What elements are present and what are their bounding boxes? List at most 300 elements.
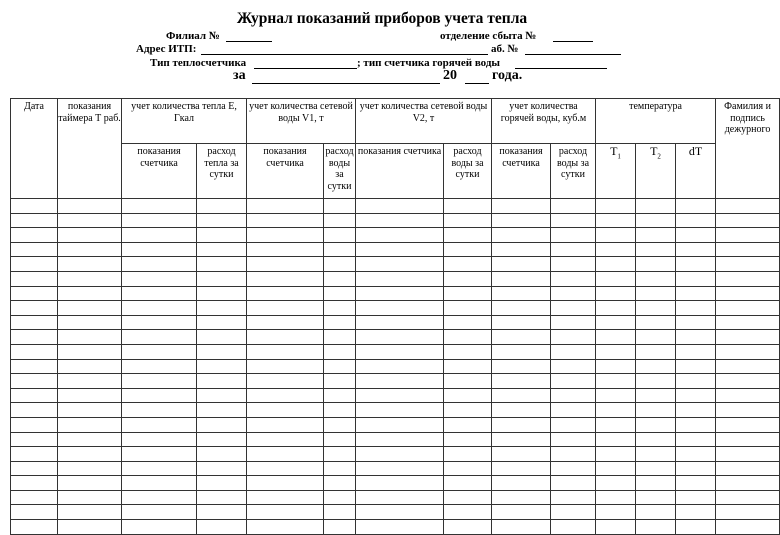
table-cell[interactable]	[247, 359, 324, 374]
table-cell[interactable]	[58, 490, 122, 505]
table-cell[interactable]	[247, 301, 324, 316]
table-cell[interactable]	[247, 447, 324, 462]
table-cell[interactable]	[636, 213, 676, 228]
table-cell[interactable]	[676, 520, 716, 535]
table-cell[interactable]	[676, 388, 716, 403]
table-cell[interactable]	[356, 330, 444, 345]
table-cell[interactable]	[58, 505, 122, 520]
adres-blank[interactable]	[201, 43, 488, 55]
table-cell[interactable]	[551, 520, 596, 535]
table-cell[interactable]	[197, 374, 247, 389]
table-cell[interactable]	[58, 520, 122, 535]
table-cell[interactable]	[324, 301, 356, 316]
table-cell[interactable]	[324, 374, 356, 389]
table-cell[interactable]	[197, 417, 247, 432]
table-cell[interactable]	[596, 476, 636, 491]
table-cell[interactable]	[551, 505, 596, 520]
table-cell[interactable]	[356, 242, 444, 257]
table-cell[interactable]	[596, 286, 636, 301]
table-cell[interactable]	[11, 315, 58, 330]
table-cell[interactable]	[247, 271, 324, 286]
table-cell[interactable]	[11, 344, 58, 359]
table-cell[interactable]	[596, 520, 636, 535]
table-cell[interactable]	[11, 330, 58, 345]
table-cell[interactable]	[551, 476, 596, 491]
table-cell[interactable]	[197, 520, 247, 535]
table-cell[interactable]	[444, 374, 492, 389]
table-cell[interactable]	[636, 242, 676, 257]
table-cell[interactable]	[551, 315, 596, 330]
table-cell[interactable]	[58, 315, 122, 330]
table-cell[interactable]	[596, 490, 636, 505]
table-cell[interactable]	[197, 301, 247, 316]
table-cell[interactable]	[122, 388, 197, 403]
table-cell[interactable]	[676, 432, 716, 447]
table-cell[interactable]	[122, 447, 197, 462]
table-cell[interactable]	[551, 286, 596, 301]
table-cell[interactable]	[324, 447, 356, 462]
table-cell[interactable]	[444, 359, 492, 374]
table-cell[interactable]	[247, 374, 324, 389]
table-cell[interactable]	[11, 520, 58, 535]
table-cell[interactable]	[324, 461, 356, 476]
table-cell[interactable]	[492, 213, 551, 228]
table-cell[interactable]	[324, 403, 356, 418]
table-cell[interactable]	[122, 417, 197, 432]
table-cell[interactable]	[492, 432, 551, 447]
table-cell[interactable]	[676, 490, 716, 505]
table-cell[interactable]	[636, 315, 676, 330]
table-cell[interactable]	[636, 520, 676, 535]
table-cell[interactable]	[444, 228, 492, 243]
table-cell[interactable]	[11, 403, 58, 418]
table-cell[interactable]	[676, 359, 716, 374]
table-cell[interactable]	[492, 417, 551, 432]
table-cell[interactable]	[444, 199, 492, 214]
table-cell[interactable]	[11, 199, 58, 214]
table-cell[interactable]	[58, 199, 122, 214]
table-cell[interactable]	[58, 271, 122, 286]
table-cell[interactable]	[11, 374, 58, 389]
table-cell[interactable]	[596, 403, 636, 418]
table-cell[interactable]	[716, 330, 780, 345]
table-cell[interactable]	[492, 520, 551, 535]
table-cell[interactable]	[444, 520, 492, 535]
table-cell[interactable]	[444, 257, 492, 272]
table-cell[interactable]	[596, 213, 636, 228]
table-cell[interactable]	[356, 490, 444, 505]
table-cell[interactable]	[551, 330, 596, 345]
table-cell[interactable]	[551, 213, 596, 228]
year-blank[interactable]	[465, 70, 489, 84]
table-cell[interactable]	[551, 374, 596, 389]
table-cell[interactable]	[58, 388, 122, 403]
table-cell[interactable]	[122, 374, 197, 389]
table-cell[interactable]	[324, 199, 356, 214]
table-cell[interactable]	[247, 213, 324, 228]
table-cell[interactable]	[356, 447, 444, 462]
table-cell[interactable]	[247, 199, 324, 214]
table-cell[interactable]	[197, 476, 247, 491]
table-cell[interactable]	[356, 199, 444, 214]
table-cell[interactable]	[122, 344, 197, 359]
table-cell[interactable]	[676, 257, 716, 272]
table-cell[interactable]	[676, 228, 716, 243]
table-cell[interactable]	[596, 374, 636, 389]
table-cell[interactable]	[551, 271, 596, 286]
table-cell[interactable]	[122, 490, 197, 505]
table-cell[interactable]	[676, 330, 716, 345]
table-cell[interactable]	[58, 213, 122, 228]
table-cell[interactable]	[444, 490, 492, 505]
table-cell[interactable]	[444, 432, 492, 447]
table-cell[interactable]	[492, 257, 551, 272]
table-cell[interactable]	[492, 315, 551, 330]
table-cell[interactable]	[636, 286, 676, 301]
table-cell[interactable]	[356, 228, 444, 243]
table-cell[interactable]	[716, 286, 780, 301]
table-cell[interactable]	[716, 199, 780, 214]
table-cell[interactable]	[444, 403, 492, 418]
table-cell[interactable]	[324, 417, 356, 432]
table-cell[interactable]	[716, 432, 780, 447]
tip-gv-blank[interactable]	[515, 57, 607, 69]
table-cell[interactable]	[596, 199, 636, 214]
table-cell[interactable]	[492, 359, 551, 374]
table-cell[interactable]	[492, 344, 551, 359]
table-cell[interactable]	[676, 403, 716, 418]
table-cell[interactable]	[247, 432, 324, 447]
table-cell[interactable]	[551, 388, 596, 403]
table-cell[interactable]	[197, 330, 247, 345]
table-cell[interactable]	[676, 505, 716, 520]
otdelenie-blank[interactable]	[553, 30, 593, 42]
table-cell[interactable]	[444, 388, 492, 403]
table-cell[interactable]	[247, 344, 324, 359]
table-cell[interactable]	[636, 271, 676, 286]
table-cell[interactable]	[356, 213, 444, 228]
table-cell[interactable]	[636, 505, 676, 520]
ab-blank[interactable]	[525, 43, 621, 55]
table-cell[interactable]	[11, 505, 58, 520]
table-cell[interactable]	[676, 242, 716, 257]
table-cell[interactable]	[596, 257, 636, 272]
table-cell[interactable]	[551, 417, 596, 432]
table-cell[interactable]	[122, 286, 197, 301]
table-cell[interactable]	[551, 359, 596, 374]
table-cell[interactable]	[716, 417, 780, 432]
table-cell[interactable]	[676, 286, 716, 301]
table-cell[interactable]	[122, 359, 197, 374]
table-cell[interactable]	[58, 330, 122, 345]
table-cell[interactable]	[596, 432, 636, 447]
table-cell[interactable]	[247, 286, 324, 301]
table-cell[interactable]	[676, 417, 716, 432]
table-cell[interactable]	[492, 403, 551, 418]
table-cell[interactable]	[356, 505, 444, 520]
table-cell[interactable]	[596, 447, 636, 462]
table-cell[interactable]	[122, 461, 197, 476]
table-cell[interactable]	[122, 301, 197, 316]
table-cell[interactable]	[492, 271, 551, 286]
table-cell[interactable]	[716, 461, 780, 476]
table-cell[interactable]	[444, 344, 492, 359]
table-cell[interactable]	[492, 228, 551, 243]
table-cell[interactable]	[636, 432, 676, 447]
table-cell[interactable]	[596, 359, 636, 374]
table-cell[interactable]	[492, 374, 551, 389]
table-cell[interactable]	[551, 490, 596, 505]
table-cell[interactable]	[596, 271, 636, 286]
table-cell[interactable]	[247, 505, 324, 520]
table-cell[interactable]	[716, 315, 780, 330]
table-cell[interactable]	[716, 257, 780, 272]
table-cell[interactable]	[356, 257, 444, 272]
table-cell[interactable]	[247, 417, 324, 432]
table-cell[interactable]	[356, 461, 444, 476]
table-cell[interactable]	[676, 461, 716, 476]
table-cell[interactable]	[11, 286, 58, 301]
table-cell[interactable]	[551, 242, 596, 257]
table-cell[interactable]	[11, 417, 58, 432]
table-cell[interactable]	[636, 374, 676, 389]
table-cell[interactable]	[444, 242, 492, 257]
table-cell[interactable]	[676, 271, 716, 286]
table-cell[interactable]	[122, 199, 197, 214]
table-cell[interactable]	[197, 199, 247, 214]
table-cell[interactable]	[636, 417, 676, 432]
table-cell[interactable]	[444, 271, 492, 286]
table-cell[interactable]	[356, 388, 444, 403]
table-cell[interactable]	[58, 476, 122, 491]
table-cell[interactable]	[716, 213, 780, 228]
table-cell[interactable]	[356, 301, 444, 316]
table-cell[interactable]	[197, 257, 247, 272]
table-cell[interactable]	[716, 403, 780, 418]
table-cell[interactable]	[11, 388, 58, 403]
table-cell[interactable]	[596, 315, 636, 330]
table-cell[interactable]	[356, 403, 444, 418]
table-cell[interactable]	[636, 490, 676, 505]
table-cell[interactable]	[247, 490, 324, 505]
table-cell[interactable]	[444, 315, 492, 330]
table-cell[interactable]	[551, 432, 596, 447]
table-cell[interactable]	[676, 447, 716, 462]
table-cell[interactable]	[247, 228, 324, 243]
table-cell[interactable]	[58, 228, 122, 243]
table-cell[interactable]	[122, 403, 197, 418]
table-cell[interactable]	[636, 330, 676, 345]
table-cell[interactable]	[197, 388, 247, 403]
table-cell[interactable]	[11, 359, 58, 374]
table-cell[interactable]	[551, 301, 596, 316]
table-cell[interactable]	[247, 242, 324, 257]
table-cell[interactable]	[444, 476, 492, 491]
table-cell[interactable]	[324, 476, 356, 491]
table-cell[interactable]	[324, 490, 356, 505]
table-cell[interactable]	[122, 476, 197, 491]
table-cell[interactable]	[551, 257, 596, 272]
table-cell[interactable]	[197, 228, 247, 243]
table-cell[interactable]	[716, 301, 780, 316]
table-cell[interactable]	[716, 359, 780, 374]
table-cell[interactable]	[197, 403, 247, 418]
table-cell[interactable]	[324, 505, 356, 520]
table-cell[interactable]	[247, 330, 324, 345]
table-cell[interactable]	[492, 476, 551, 491]
table-cell[interactable]	[11, 257, 58, 272]
table-cell[interactable]	[492, 330, 551, 345]
table-cell[interactable]	[596, 505, 636, 520]
table-cell[interactable]	[444, 286, 492, 301]
table-cell[interactable]	[58, 286, 122, 301]
table-cell[interactable]	[324, 344, 356, 359]
table-cell[interactable]	[58, 242, 122, 257]
table-cell[interactable]	[596, 330, 636, 345]
table-cell[interactable]	[122, 432, 197, 447]
table-cell[interactable]	[197, 359, 247, 374]
table-cell[interactable]	[716, 520, 780, 535]
table-cell[interactable]	[596, 242, 636, 257]
table-cell[interactable]	[551, 344, 596, 359]
table-cell[interactable]	[11, 242, 58, 257]
table-cell[interactable]	[58, 257, 122, 272]
table-cell[interactable]	[596, 388, 636, 403]
table-cell[interactable]	[492, 301, 551, 316]
table-cell[interactable]	[492, 286, 551, 301]
table-cell[interactable]	[356, 344, 444, 359]
table-cell[interactable]	[636, 403, 676, 418]
table-cell[interactable]	[247, 461, 324, 476]
table-cell[interactable]	[356, 286, 444, 301]
table-cell[interactable]	[636, 447, 676, 462]
table-cell[interactable]	[551, 403, 596, 418]
table-cell[interactable]	[324, 242, 356, 257]
table-cell[interactable]	[716, 374, 780, 389]
table-cell[interactable]	[247, 315, 324, 330]
table-cell[interactable]	[58, 359, 122, 374]
table-cell[interactable]	[58, 417, 122, 432]
table-cell[interactable]	[58, 432, 122, 447]
table-cell[interactable]	[197, 432, 247, 447]
table-cell[interactable]	[636, 228, 676, 243]
table-cell[interactable]	[11, 228, 58, 243]
table-cell[interactable]	[596, 417, 636, 432]
table-cell[interactable]	[636, 359, 676, 374]
table-cell[interactable]	[356, 432, 444, 447]
table-cell[interactable]	[356, 271, 444, 286]
table-cell[interactable]	[444, 301, 492, 316]
table-cell[interactable]	[716, 476, 780, 491]
table-cell[interactable]	[324, 257, 356, 272]
table-cell[interactable]	[636, 344, 676, 359]
table-cell[interactable]	[122, 271, 197, 286]
table-cell[interactable]	[716, 505, 780, 520]
table-cell[interactable]	[122, 228, 197, 243]
table-cell[interactable]	[197, 490, 247, 505]
table-cell[interactable]	[492, 505, 551, 520]
table-cell[interactable]	[676, 213, 716, 228]
table-cell[interactable]	[676, 344, 716, 359]
table-cell[interactable]	[58, 301, 122, 316]
table-cell[interactable]	[444, 330, 492, 345]
table-cell[interactable]	[676, 199, 716, 214]
table-cell[interactable]	[596, 461, 636, 476]
table-cell[interactable]	[247, 476, 324, 491]
table-cell[interactable]	[492, 461, 551, 476]
table-cell[interactable]	[324, 432, 356, 447]
table-cell[interactable]	[197, 461, 247, 476]
table-cell[interactable]	[492, 447, 551, 462]
table-cell[interactable]	[58, 461, 122, 476]
table-cell[interactable]	[636, 476, 676, 491]
table-cell[interactable]	[636, 461, 676, 476]
table-cell[interactable]	[11, 490, 58, 505]
table-cell[interactable]	[324, 315, 356, 330]
table-cell[interactable]	[11, 447, 58, 462]
table-cell[interactable]	[197, 213, 247, 228]
table-cell[interactable]	[197, 447, 247, 462]
table-cell[interactable]	[444, 213, 492, 228]
table-cell[interactable]	[122, 330, 197, 345]
table-cell[interactable]	[444, 505, 492, 520]
table-cell[interactable]	[197, 271, 247, 286]
table-cell[interactable]	[11, 476, 58, 491]
table-cell[interactable]	[716, 344, 780, 359]
table-cell[interactable]	[247, 403, 324, 418]
table-cell[interactable]	[324, 271, 356, 286]
table-cell[interactable]	[197, 242, 247, 257]
table-cell[interactable]	[247, 257, 324, 272]
table-cell[interactable]	[11, 432, 58, 447]
table-cell[interactable]	[676, 301, 716, 316]
table-cell[interactable]	[716, 388, 780, 403]
table-cell[interactable]	[122, 520, 197, 535]
table-cell[interactable]	[551, 199, 596, 214]
table-cell[interactable]	[324, 330, 356, 345]
table-cell[interactable]	[636, 388, 676, 403]
table-cell[interactable]	[716, 447, 780, 462]
table-cell[interactable]	[356, 315, 444, 330]
table-cell[interactable]	[122, 242, 197, 257]
table-cell[interactable]	[122, 505, 197, 520]
table-cell[interactable]	[122, 315, 197, 330]
table-cell[interactable]	[11, 461, 58, 476]
table-cell[interactable]	[11, 301, 58, 316]
period-blank[interactable]	[252, 70, 440, 84]
table-cell[interactable]	[551, 447, 596, 462]
table-cell[interactable]	[716, 242, 780, 257]
table-cell[interactable]	[356, 359, 444, 374]
table-cell[interactable]	[444, 447, 492, 462]
table-cell[interactable]	[58, 374, 122, 389]
table-cell[interactable]	[324, 228, 356, 243]
table-cell[interactable]	[716, 490, 780, 505]
table-cell[interactable]	[247, 520, 324, 535]
table-cell[interactable]	[551, 461, 596, 476]
table-cell[interactable]	[356, 417, 444, 432]
table-cell[interactable]	[596, 301, 636, 316]
table-cell[interactable]	[197, 315, 247, 330]
table-cell[interactable]	[324, 520, 356, 535]
table-cell[interactable]	[492, 388, 551, 403]
table-cell[interactable]	[324, 213, 356, 228]
table-cell[interactable]	[247, 388, 324, 403]
table-cell[interactable]	[444, 461, 492, 476]
table-cell[interactable]	[197, 344, 247, 359]
table-cell[interactable]	[636, 199, 676, 214]
table-cell[interactable]	[492, 490, 551, 505]
